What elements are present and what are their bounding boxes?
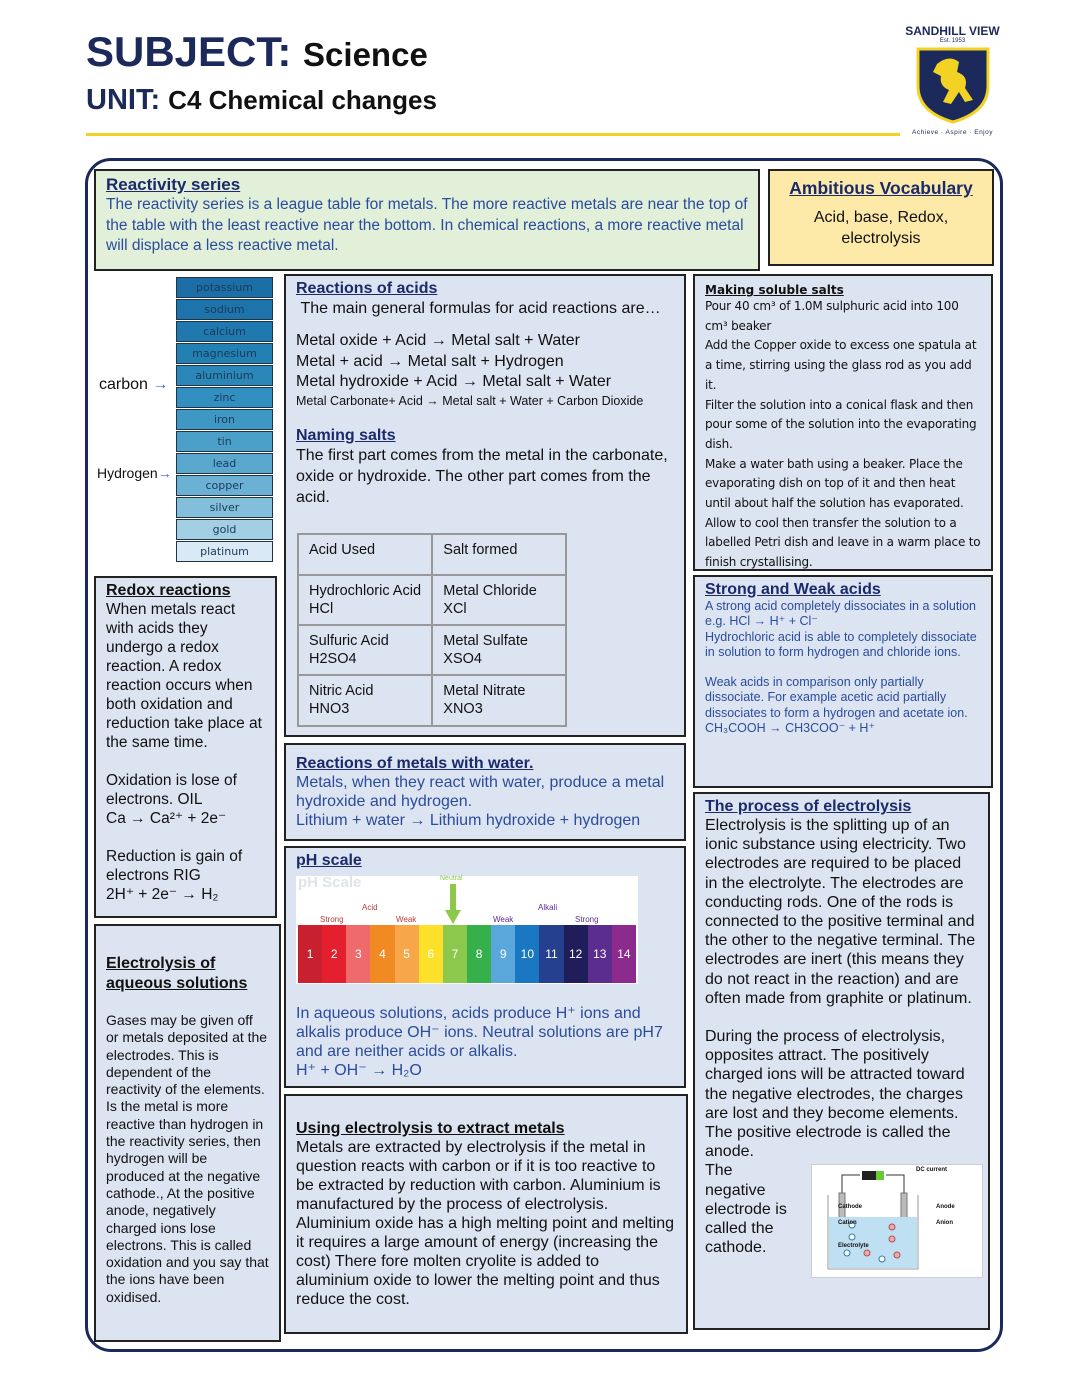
- process-p2: During the process of electrolysis, opposites attract. The positively charged ions will be attracted toward the negative electrodes, the charges are lost and they become elements. The positive electrode is called the anode.: [705, 1028, 965, 1161]
- arrow-down-icon: [445, 884, 461, 926]
- strong-p2: e.g. HCl → H⁺ + Cl⁻: [705, 614, 818, 629]
- table-cell: [298, 625, 432, 675]
- ph-cell: 5: [395, 925, 419, 983]
- weak-alkali-label: Weak: [493, 915, 514, 924]
- salts-table: [297, 533, 567, 727]
- metal-row: gold: [176, 519, 273, 540]
- ph-image-title: pH Scale: [298, 874, 362, 891]
- redox-text: When metals react with acids they undergo a redox reaction. A redox reaction occurs when both oxidation and reduction take place at the same time.: [106, 601, 262, 751]
- strong-alkali-label: Strong: [575, 915, 599, 924]
- acid-formula: HNO3: [309, 701, 350, 717]
- strong-acid-label: Strong: [320, 915, 344, 924]
- metal-row: copper: [176, 475, 273, 496]
- strong-text-block: [705, 599, 981, 736]
- naming-text: The first part comes from the metal in the carbonate, oxide or hydroxide. The other part comes from the acid.: [296, 446, 668, 506]
- carbon-label: [99, 376, 168, 394]
- formula-metal-hydroxide: Metal hydroxide + Acid → Metal salt + Water: [296, 373, 612, 390]
- naming-title: Naming salts: [296, 426, 396, 444]
- aqueous-electrolysis-panel: [94, 924, 281, 1342]
- salt-name: Metal Chloride: [443, 583, 537, 599]
- water-text: Metals, when they react with water, produce a metal hydroxide and hydrogen.: [296, 774, 665, 810]
- weak-acid-label: Weak: [396, 915, 417, 924]
- acid-formula: H2SO4: [309, 651, 357, 667]
- strong-p4: Weak acids in comparison only partially dissociate. For example acetic acid partially dissociates to form a hydrogen and acetate ion.: [705, 675, 968, 720]
- table-cell: [432, 675, 566, 726]
- arrow-right-icon: →: [157, 465, 172, 481]
- ph-panel: [284, 846, 686, 1088]
- neutral-label: Neutral: [440, 875, 463, 882]
- unit-label: UNIT:: [86, 84, 161, 116]
- soluble-salts-panel: [693, 274, 993, 571]
- ph-cell: 13: [588, 925, 612, 983]
- ph-cell: 14: [612, 925, 636, 983]
- table-header: Salt formed: [432, 534, 566, 575]
- unit-heading: [86, 84, 437, 117]
- oxidation-text: Oxidation is lose of electrons. OIL: [106, 772, 237, 808]
- anion-label: Anion: [936, 1220, 953, 1226]
- table-header-row: [298, 534, 566, 575]
- acids-intro: The main general formulas for acid reactions are…: [296, 300, 661, 317]
- acid-name: Sulfuric Acid: [309, 633, 389, 649]
- header-divider: [86, 133, 900, 136]
- reactivity-series-panel: [94, 169, 760, 271]
- redox-title: Redox reactions: [106, 582, 231, 599]
- table-cell: [298, 575, 432, 625]
- ph-equation: H⁺ + OH⁻ → H₂O: [296, 1062, 422, 1079]
- vocab-title: Ambitious Vocabulary: [789, 178, 973, 198]
- ph-cell: 8: [467, 925, 491, 983]
- ph-cell: 9: [491, 925, 515, 983]
- ph-cell: 3: [346, 925, 370, 983]
- metal-row: tin: [176, 431, 273, 452]
- metal-row: silver: [176, 497, 273, 518]
- electrolysis-diagram: [811, 1164, 983, 1278]
- salt-name: Metal Sulfate: [443, 633, 528, 649]
- metal-row: potassium: [176, 277, 273, 298]
- table-cell: [298, 675, 432, 726]
- ph-cell: 11: [539, 925, 563, 983]
- reduction-equation: 2H⁺ + 2e⁻ → H₂: [106, 886, 219, 903]
- electrolysis-process-panel: [693, 792, 990, 1330]
- formula-metal-carbonate: Metal Carbonate+ Acid → Metal salt + Water + Carbon Dioxide: [296, 393, 644, 408]
- unit-value: C4 Chemical changes: [168, 85, 437, 115]
- redox-panel: [94, 576, 277, 918]
- logo-est: Est. 1953: [939, 38, 966, 44]
- ph-cell: 1: [298, 925, 322, 983]
- hydrogen-text: Hydrogen: [97, 465, 158, 481]
- hydrogen-label: [97, 465, 172, 481]
- extract-metals-panel: [284, 1094, 688, 1334]
- subject-heading: [86, 28, 428, 76]
- salt-formula: XSO4: [443, 651, 482, 667]
- vocab-panel: [768, 169, 994, 266]
- reactivity-table: [176, 277, 273, 563]
- ph-cell: 12: [564, 925, 588, 983]
- acid-formula: HCl: [309, 601, 334, 617]
- strong-weak-panel: [693, 575, 993, 788]
- extract-title: Using electrolysis to extract metals: [296, 1120, 565, 1137]
- aqueous-title: Electrolysis of aqueous solutions: [106, 955, 248, 992]
- extract-text: Metals are extracted by electrolysis if the metal in question reacts with carbon or if it is too reactive to be extracted by reduction with carbon. Aluminium is manufactured by the process of electrolysis. Aluminium oxide has a high melting point and melting it requires a large amount of energy (increasing the cost) There fore molten cryolite is added to aluminium oxide to lower the melting point and thus reduce the cost.: [296, 1139, 674, 1308]
- formula-metal: Metal + acid → Metal salt + Hydrogen: [296, 352, 564, 370]
- table-header: Acid Used: [298, 534, 432, 575]
- salt-formula: XCl: [443, 601, 467, 617]
- ph-cell: 4: [370, 925, 394, 983]
- metal-row: aluminium: [176, 365, 273, 386]
- water-equation: Lithium + water → Lithium hydroxide + hydrogen: [296, 812, 641, 829]
- table-row: [298, 575, 566, 625]
- arrow-right-icon: →: [152, 376, 169, 393]
- water-title: Reactions of metals with water.: [296, 755, 534, 772]
- ph-cell: 6: [419, 925, 443, 983]
- electrolyte-label: Electrolyte: [838, 1243, 869, 1249]
- dc-label: DC current: [916, 1167, 948, 1173]
- metal-row: sodium: [176, 299, 273, 320]
- ph-cell: 2: [322, 925, 346, 983]
- table-row: [298, 625, 566, 675]
- process-p1: Electrolysis is the splitting up of an ionic substance using electricity. Two electrodes are required to be placed in the electrolyte. The electrodes are conducting rods. One of the rods is connected to the positive terminal and the other to the negative terminal. The electrodes are inert (this means they do not react in the reaction) and are often made from graphite or platinum.: [705, 817, 976, 1007]
- oxidation-equation: Ca → Ca²⁺ + 2e⁻: [106, 810, 227, 827]
- subject-value: Science: [303, 36, 428, 73]
- alkali-label: Alkali: [538, 903, 558, 912]
- ph-cell: 7: [443, 925, 467, 983]
- process-title: The process of electrolysis: [705, 798, 912, 815]
- ph-color-bar: [298, 925, 636, 983]
- reactivity-title: Reactivity series: [106, 175, 241, 194]
- cathode-label: Cathode: [838, 1204, 862, 1210]
- logo-name: SANDHILL VIEW: [905, 24, 1000, 38]
- metal-row: magnesium: [176, 343, 273, 364]
- metals-water-panel: [284, 743, 686, 841]
- aqueous-text: Gases may be given off or metals deposited at the electrodes. This is dependent of the reactivity of the elements. Is the metal is more reactive than hydrogen in the reactivity series, then hydrogen will be produced at the negative cathode., At the positive anode, negatively charged ions lose electrons. This is called oxidation and you say that the ions have been oxidised.: [106, 1012, 269, 1305]
- ph-title: pH scale: [296, 852, 362, 869]
- formula-metal-oxide: Metal oxide + Acid → Metal salt + Water: [296, 332, 580, 349]
- vocab-text: Acid, base, Redox, electrolysis: [813, 209, 949, 247]
- strong-p3: Hydrochloric acid is able to completely dissociate in solution to form hydrogen and chloride ions.: [705, 629, 977, 659]
- ph-text: In aqueous solutions, acids produce H⁺ ions and alkalis produce OH⁻ ions. Neutral solutions are pH7 and are neither acids or alkalis.: [296, 1005, 663, 1060]
- process-p3: The negative electrode is called the cathode.: [705, 1162, 787, 1257]
- ph-text-block: [296, 1004, 681, 1080]
- ph-cell: 10: [515, 925, 539, 983]
- metal-row: zinc: [176, 387, 273, 408]
- metal-row: calcium: [176, 321, 273, 342]
- salt-formula: XNO3: [443, 701, 483, 717]
- lion-crest-icon: [915, 46, 991, 124]
- school-logo: [895, 24, 1010, 140]
- acid-name: Hydrochloric Acid: [309, 583, 422, 599]
- carbon-text: carbon: [99, 376, 148, 393]
- table-cell: [432, 625, 566, 675]
- metal-row: lead: [176, 453, 273, 474]
- salts-text: Pour 40 cm³ of 1.0M sulphuric acid into 100 cm³ beaker Add the Copper oxide to excess one spatula at a time, stirring using the glass rod as you add it. Filter the solution into a conical flask and then pour some of the solution into the evaporating dish. Make a water bath using a beaker. Place the evaporating dish on top of it and then heat until about half the solution has evaporated. Allow to cool then transfer the solution to a labelled Petri dish and leave in a warm place to finish crystallising.: [705, 299, 981, 570]
- logo-motto: Achieve · Aspire · Enjoy: [911, 129, 993, 136]
- reactivity-text: The reactivity series is a league table for metals. The more reactive metals are near the top of the table with the least reactive near the bottom. In chemical reactions, a more reactive metal will displace a less reactive metal.: [106, 196, 748, 254]
- subject-label: SUBJECT:: [86, 28, 292, 75]
- strong-p1: A strong acid completely dissociates in a solution: [705, 599, 976, 613]
- cation-label: Cation: [838, 1220, 857, 1226]
- anode-label: Anode: [936, 1204, 955, 1210]
- acid-name: Nitric Acid: [309, 683, 374, 699]
- ph-scale-image: [296, 876, 638, 984]
- reduction-text: Reduction is gain of electrons RIG: [106, 848, 243, 884]
- table-cell: [432, 575, 566, 625]
- salt-name: Metal Nitrate: [443, 683, 526, 699]
- strong-p5: CH₃COOH → CH3COO⁻ + H⁺: [705, 721, 876, 736]
- acid-label: Acid: [362, 903, 378, 912]
- acids-title: Reactions of acids: [296, 280, 438, 297]
- table-row: [298, 675, 566, 726]
- strong-title: Strong and Weak acids: [705, 581, 881, 598]
- metal-row: iron: [176, 409, 273, 430]
- salts-title: Making soluble salts: [705, 283, 844, 297]
- metal-row: platinum: [176, 541, 273, 562]
